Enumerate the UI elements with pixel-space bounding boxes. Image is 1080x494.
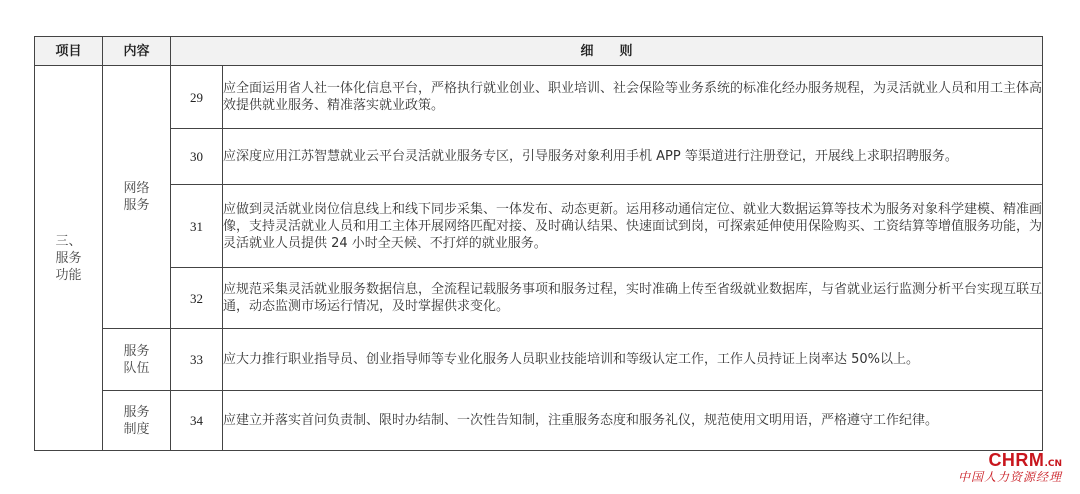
row-detail: 应大力推行职业指导员、创业指导师等专业化服务人员职业技能培训和等级认定工作，工作人员持证上岗率达 50%以上。 (223, 329, 1043, 391)
row-number: 29 (171, 66, 223, 129)
chrm-tagline: 中国人力资源经理 (957, 470, 1062, 484)
header-content: 内容 (103, 37, 171, 66)
header-detail: 细 则 (171, 37, 1043, 66)
table-row (35, 391, 1043, 451)
header-item: 项目 (35, 37, 103, 66)
group-cell-team (103, 329, 171, 391)
row-detail: 应深度应用江苏智慧就业云平台灵活就业服务专区，引导服务对象利用手机 APP 等渠道进行注册登记，开展线上求职招聘服务。 (223, 129, 1043, 185)
table-row (35, 66, 1043, 129)
chrm-logo: CHRM (988, 450, 1045, 470)
category-label: 三、 服务 功能 (55, 233, 82, 283)
chrm-watermark (958, 451, 1062, 483)
table-header-row (35, 37, 1043, 66)
group-label: 服务 队伍 (123, 343, 150, 376)
row-number: 30 (171, 129, 223, 185)
row-number: 33 (171, 329, 223, 391)
group-cell-network (103, 66, 171, 329)
table-row (35, 129, 1043, 185)
spec-table (34, 36, 1043, 451)
row-number: 32 (171, 268, 223, 329)
row-detail: 应规范采集灵活就业服务数据信息，全流程记载服务事项和服务过程，实时准确上传至省级就业数据库，与省就业运行监测分析平台实现互联互通，动态监测市场运行情况，及时掌握供求变化。 (223, 268, 1043, 329)
table-row (35, 268, 1043, 329)
row-number: 34 (171, 391, 223, 451)
row-number: 31 (171, 185, 223, 268)
row-detail: 应建立并落实首问负责制、限时办结制、一次性告知制，注重服务态度和服务礼仪，规范使用文明用语，严格遵守工作纪律。 (223, 391, 1043, 451)
row-detail: 应全面运用省人社一体化信息平台，严格执行就业创业、职业培训、社会保险等业务系统的标准化经办服务规程，为灵活就业人员和用工主体高效提供就业服务、精准落实就业政策。 (223, 66, 1043, 129)
chrm-logo-suffix: .CN (1044, 459, 1062, 469)
group-label: 服务 制度 (123, 404, 150, 437)
category-cell (35, 66, 103, 451)
table-row (35, 185, 1043, 268)
row-detail: 应做到灵活就业岗位信息线上和线下同步采集、一体发布、动态更新。运用移动通信定位、就业大数据运算等技术为服务对象科学建模、精准画像，支持灵活就业人员和用工主体开展网络匹配对接、及时确认结果、快速面试到岗，可探索延伸使用保险购买、工资结算等增值服务功能，为灵活就业人员提供 24 小时全天候、不打烊的就业服务。 (223, 185, 1043, 268)
table-row (35, 329, 1043, 391)
group-cell-system (103, 391, 171, 451)
group-label: 网络 服务 (123, 181, 150, 213)
